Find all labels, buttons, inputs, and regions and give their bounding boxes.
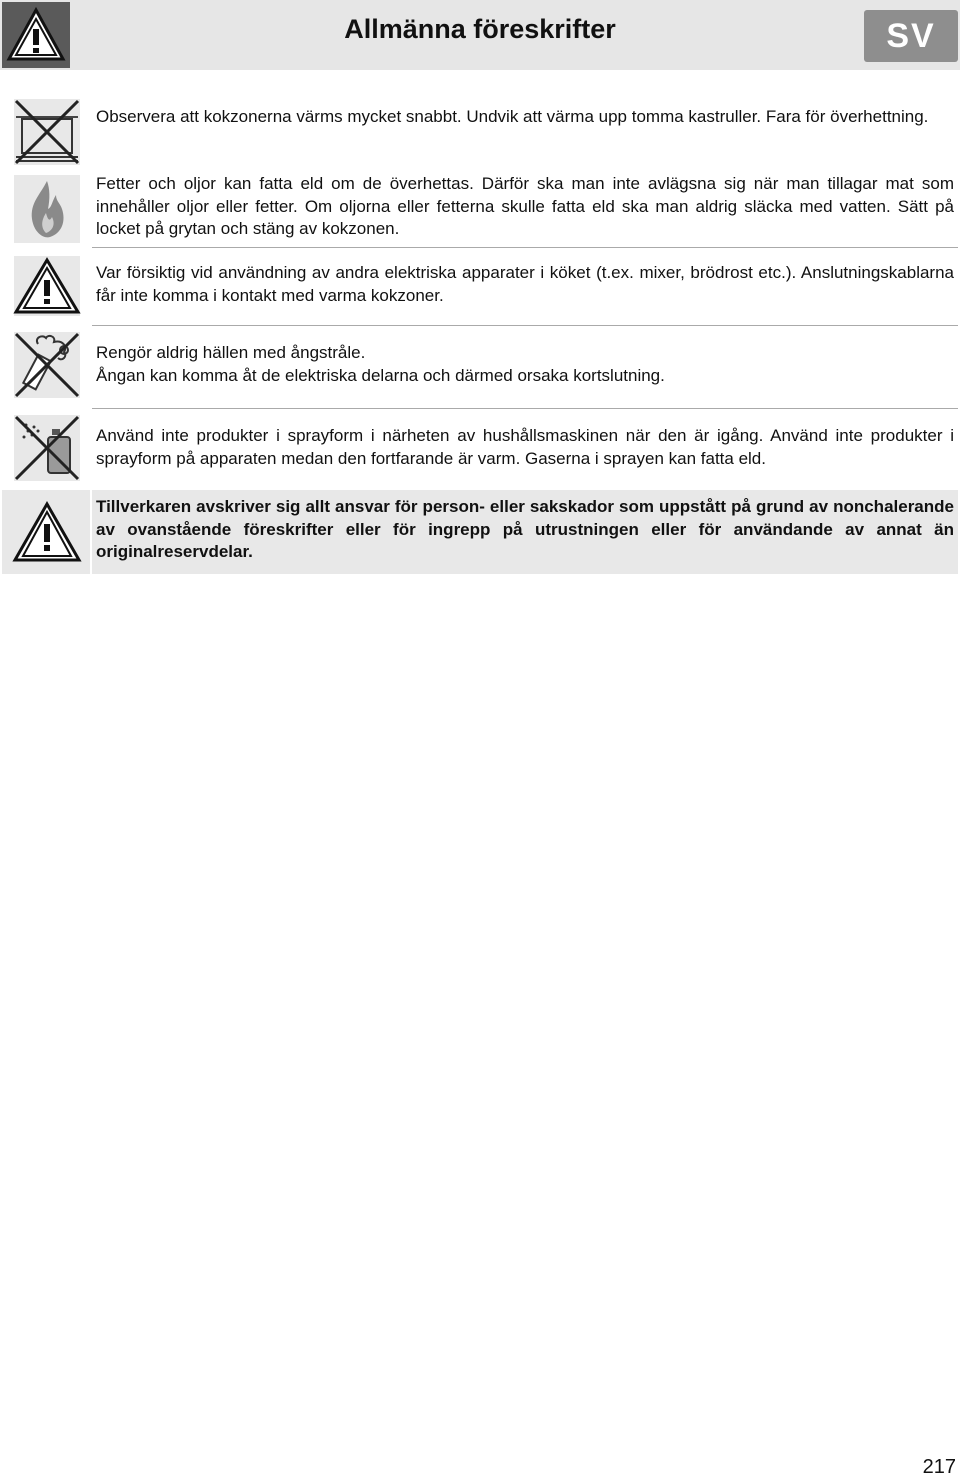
paragraph: Fetter och oljor kan fatta eld om de överhettas. Därför ska man inte avlägsna sig när man tillagar mat som innehåller oljor eller fetter. Om oljorna eller fetterna skulle fatta eld ska man aldrig släcka med vatten. Sätt på locket på grytan och stäng av kokzonen. [96, 174, 954, 239]
no-steam-cleaner-icon [12, 330, 82, 405]
no-spray-can-icon [12, 413, 82, 488]
section-divider [92, 247, 958, 248]
no-empty-pot-icon [12, 97, 82, 172]
page-number: 217 [922, 1456, 956, 1478]
paragraph: Observera att kokzonerna värms mycket snabbt. Undvik att värma upp tomma kastruller. Fara för överhettning. [96, 107, 929, 126]
language-badge: SV [864, 10, 958, 62]
section-text-3 [96, 262, 954, 307]
paragraph: Tillverkaren avskriver sig allt ansvar för person- eller sakskador som uppstått på grund av nonchalerande av ovanstående föreskrifter eller för ingrepp på utrustningen eller för användande av annat än originalreservdelar. [96, 497, 954, 562]
paragraph: Rengör aldrig hällen med ångstråle. [96, 343, 366, 362]
section-text-5 [96, 425, 954, 470]
section-text-1 [96, 106, 954, 129]
section-divider [92, 325, 958, 326]
warning-triangle-icon [12, 500, 82, 569]
disclaimer-text [96, 496, 954, 564]
page-title: Allmänna föreskrifter [344, 14, 616, 44]
paragraph: Var försiktig vid användning av andra elektriska apparater i köket (t.ex. mixer, brödrost etc.). Anslutningskablarna får inte komma i kontakt med varma kokzoner. [96, 263, 954, 305]
section-divider [92, 408, 958, 409]
section-text-4 [96, 342, 954, 387]
paragraph: Använd inte produkter i sprayform i närheten av hushållsmaskinen när den är igång. Använd inte produkter i sprayform på apparaten medan den fortfarande är varm. Gaserna i sprayen kan fatta eld. [96, 426, 954, 468]
section-text-2 [96, 173, 954, 241]
page-header [0, 0, 960, 70]
flame-icon [12, 173, 82, 250]
paragraph: Ångan kan komma åt de elektriska delarna och därmed orsaka kortslutning. [96, 365, 665, 385]
warning-triangle-icon [12, 254, 82, 323]
